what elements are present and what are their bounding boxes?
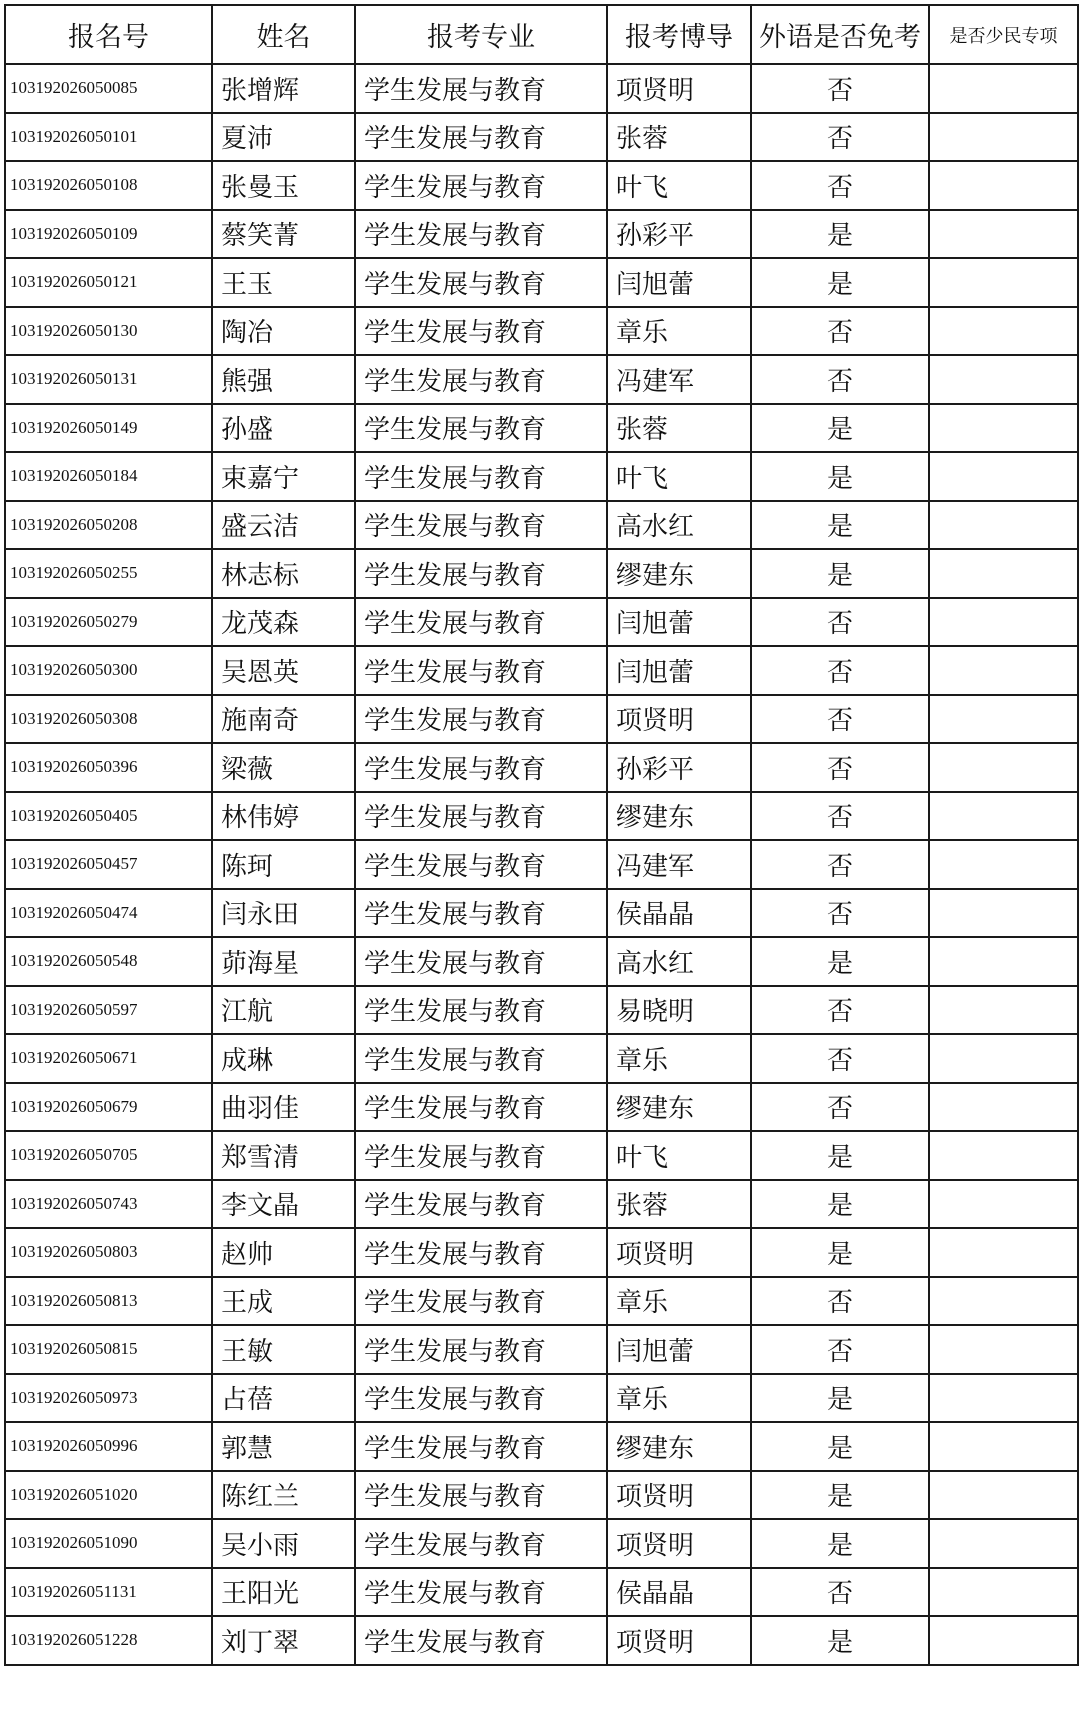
cell-application-number: 103192026050184 <box>5 452 212 501</box>
cell-advisor: 章乐 <box>607 1277 751 1326</box>
cell-minority-program <box>929 1422 1078 1471</box>
cell-minority-program <box>929 1034 1078 1083</box>
cell-advisor: 张蓉 <box>607 113 751 162</box>
cell-advisor: 高水红 <box>607 937 751 986</box>
cell-application-number: 103192026051090 <box>5 1519 212 1568</box>
cell-minority-program <box>929 307 1078 356</box>
cell-name: 林志标 <box>212 549 355 598</box>
cell-application-number: 103192026050996 <box>5 1422 212 1471</box>
table-row <box>5 598 1078 647</box>
cell-language-exempt: 否 <box>751 743 929 792</box>
cell-application-number: 103192026050396 <box>5 743 212 792</box>
cell-minority-program <box>929 1616 1078 1665</box>
cell-major: 学生发展与教育 <box>355 1277 607 1326</box>
table-row <box>5 1568 1078 1617</box>
cell-minority-program <box>929 549 1078 598</box>
cell-language-exempt: 是 <box>751 1374 929 1423</box>
cell-application-number: 103192026050679 <box>5 1083 212 1132</box>
cell-advisor: 缪建东 <box>607 1422 751 1471</box>
cell-advisor: 闫旭蕾 <box>607 598 751 647</box>
cell-name: 闫永田 <box>212 889 355 938</box>
table-row <box>5 1616 1078 1665</box>
table-row <box>5 113 1078 162</box>
table-row <box>5 258 1078 307</box>
cell-advisor: 项贤明 <box>607 64 751 113</box>
cell-name: 熊强 <box>212 355 355 404</box>
cell-minority-program <box>929 743 1078 792</box>
cell-advisor: 张蓉 <box>607 1180 751 1229</box>
cell-name: 张增辉 <box>212 64 355 113</box>
cell-minority-program <box>929 1083 1078 1132</box>
cell-advisor: 缪建东 <box>607 792 751 841</box>
cell-major: 学生发展与教育 <box>355 1519 607 1568</box>
table-row <box>5 210 1078 259</box>
cell-language-exempt: 是 <box>751 1131 929 1180</box>
cell-advisor: 冯建军 <box>607 840 751 889</box>
cell-name: 盛云洁 <box>212 501 355 550</box>
cell-advisor: 叶飞 <box>607 161 751 210</box>
cell-language-exempt: 是 <box>751 452 929 501</box>
cell-major: 学生发展与教育 <box>355 646 607 695</box>
cell-application-number: 103192026050457 <box>5 840 212 889</box>
cell-advisor: 项贤明 <box>607 1228 751 1277</box>
cell-major: 学生发展与教育 <box>355 355 607 404</box>
cell-minority-program <box>929 1228 1078 1277</box>
cell-advisor: 章乐 <box>607 307 751 356</box>
cell-minority-program <box>929 937 1078 986</box>
cell-advisor: 章乐 <box>607 1374 751 1423</box>
cell-language-exempt: 否 <box>751 1083 929 1132</box>
cell-minority-program <box>929 113 1078 162</box>
table-row <box>5 404 1078 453</box>
cell-name: 王敏 <box>212 1325 355 1374</box>
cell-language-exempt: 是 <box>751 1519 929 1568</box>
cell-language-exempt: 否 <box>751 695 929 744</box>
table-row <box>5 1083 1078 1132</box>
table-row <box>5 1422 1078 1471</box>
cell-advisor: 缪建东 <box>607 1083 751 1132</box>
cell-application-number: 103192026051020 <box>5 1471 212 1520</box>
table-row <box>5 1228 1078 1277</box>
cell-minority-program <box>929 889 1078 938</box>
cell-language-exempt: 是 <box>751 1616 929 1665</box>
cell-minority-program <box>929 1180 1078 1229</box>
cell-application-number: 103192026050803 <box>5 1228 212 1277</box>
cell-language-exempt: 否 <box>751 646 929 695</box>
cell-name: 张曼玉 <box>212 161 355 210</box>
cell-language-exempt: 是 <box>751 1228 929 1277</box>
cell-language-exempt: 否 <box>751 598 929 647</box>
cell-name: 梁薇 <box>212 743 355 792</box>
cell-name: 林伟婷 <box>212 792 355 841</box>
table-row <box>5 501 1078 550</box>
cell-language-exempt: 否 <box>751 307 929 356</box>
cell-advisor: 闫旭蕾 <box>607 1325 751 1374</box>
cell-name: 孙盛 <box>212 404 355 453</box>
header-exempt: 外语是否免考 <box>751 5 929 64</box>
cell-application-number: 103192026050300 <box>5 646 212 695</box>
cell-language-exempt: 是 <box>751 1180 929 1229</box>
cell-language-exempt: 否 <box>751 986 929 1035</box>
cell-application-number: 103192026050279 <box>5 598 212 647</box>
cell-name: 夏沛 <box>212 113 355 162</box>
cell-language-exempt: 是 <box>751 404 929 453</box>
cell-major: 学生发展与教育 <box>355 937 607 986</box>
applicant-table-sheet <box>4 4 1079 1666</box>
cell-minority-program <box>929 1131 1078 1180</box>
cell-advisor: 高水红 <box>607 501 751 550</box>
cell-language-exempt: 否 <box>751 113 929 162</box>
cell-language-exempt: 否 <box>751 792 929 841</box>
cell-name: 郑雪清 <box>212 1131 355 1180</box>
cell-language-exempt: 否 <box>751 1325 929 1374</box>
cell-major: 学生发展与教育 <box>355 113 607 162</box>
cell-name: 曲羽佳 <box>212 1083 355 1132</box>
cell-language-exempt: 否 <box>751 161 929 210</box>
cell-application-number: 103192026050108 <box>5 161 212 210</box>
header-id: 报名号 <box>5 5 212 64</box>
cell-application-number: 103192026050085 <box>5 64 212 113</box>
table-row <box>5 695 1078 744</box>
table-row <box>5 1131 1078 1180</box>
cell-language-exempt: 是 <box>751 1422 929 1471</box>
cell-advisor: 侯晶晶 <box>607 1568 751 1617</box>
cell-major: 学生发展与教育 <box>355 695 607 744</box>
cell-name: 王阳光 <box>212 1568 355 1617</box>
cell-major: 学生发展与教育 <box>355 792 607 841</box>
cell-application-number: 103192026050548 <box>5 937 212 986</box>
cell-language-exempt: 否 <box>751 889 929 938</box>
cell-minority-program <box>929 840 1078 889</box>
cell-minority-program <box>929 1277 1078 1326</box>
table-row <box>5 1180 1078 1229</box>
table-row <box>5 1519 1078 1568</box>
cell-advisor: 项贤明 <box>607 1616 751 1665</box>
cell-name: 陈珂 <box>212 840 355 889</box>
cell-name: 郭慧 <box>212 1422 355 1471</box>
cell-major: 学生发展与教育 <box>355 404 607 453</box>
cell-name: 束嘉宁 <box>212 452 355 501</box>
cell-language-exempt: 否 <box>751 1277 929 1326</box>
header-major: 报考专业 <box>355 5 607 64</box>
cell-major: 学生发展与教育 <box>355 161 607 210</box>
cell-name: 王玉 <box>212 258 355 307</box>
cell-minority-program <box>929 404 1078 453</box>
cell-major: 学生发展与教育 <box>355 1180 607 1229</box>
table-row <box>5 1325 1078 1374</box>
cell-name: 龙茂森 <box>212 598 355 647</box>
cell-advisor: 叶飞 <box>607 1131 751 1180</box>
table-row <box>5 646 1078 695</box>
cell-minority-program <box>929 1471 1078 1520</box>
cell-application-number: 103192026050308 <box>5 695 212 744</box>
cell-application-number: 103192026051228 <box>5 1616 212 1665</box>
cell-name: 李文晶 <box>212 1180 355 1229</box>
cell-name: 江航 <box>212 986 355 1035</box>
table-row <box>5 840 1078 889</box>
cell-advisor: 项贤明 <box>607 1471 751 1520</box>
cell-minority-program <box>929 986 1078 1035</box>
table-row <box>5 986 1078 1035</box>
table-row <box>5 792 1078 841</box>
applicant-table <box>4 4 1079 1666</box>
cell-language-exempt: 否 <box>751 64 929 113</box>
cell-advisor: 章乐 <box>607 1034 751 1083</box>
cell-application-number: 103192026050474 <box>5 889 212 938</box>
header-row <box>5 5 1078 64</box>
table-row <box>5 452 1078 501</box>
cell-name: 赵帅 <box>212 1228 355 1277</box>
cell-application-number: 103192026050131 <box>5 355 212 404</box>
table-row <box>5 355 1078 404</box>
cell-advisor: 缪建东 <box>607 549 751 598</box>
cell-minority-program <box>929 210 1078 259</box>
cell-language-exempt: 是 <box>751 210 929 259</box>
table-row <box>5 161 1078 210</box>
cell-major: 学生发展与教育 <box>355 840 607 889</box>
cell-application-number: 103192026050705 <box>5 1131 212 1180</box>
cell-minority-program <box>929 452 1078 501</box>
table-row <box>5 1471 1078 1520</box>
cell-name: 施南奇 <box>212 695 355 744</box>
cell-name: 陶冶 <box>212 307 355 356</box>
table-row <box>5 743 1078 792</box>
cell-application-number: 103192026050255 <box>5 549 212 598</box>
cell-major: 学生发展与教育 <box>355 986 607 1035</box>
cell-advisor: 张蓉 <box>607 404 751 453</box>
cell-name: 茆海星 <box>212 937 355 986</box>
cell-major: 学生发展与教育 <box>355 307 607 356</box>
cell-application-number: 103192026050101 <box>5 113 212 162</box>
cell-name: 陈红兰 <box>212 1471 355 1520</box>
cell-major: 学生发展与教育 <box>355 258 607 307</box>
header-advisor: 报考博导 <box>607 5 751 64</box>
cell-advisor: 侯晶晶 <box>607 889 751 938</box>
cell-application-number: 103192026050743 <box>5 1180 212 1229</box>
cell-major: 学生发展与教育 <box>355 1568 607 1617</box>
table-body <box>5 64 1078 1665</box>
cell-application-number: 103192026050671 <box>5 1034 212 1083</box>
cell-language-exempt: 是 <box>751 937 929 986</box>
header-name: 姓名 <box>212 5 355 64</box>
cell-major: 学生发展与教育 <box>355 1374 607 1423</box>
cell-advisor: 叶飞 <box>607 452 751 501</box>
table-row <box>5 549 1078 598</box>
cell-application-number: 103192026050109 <box>5 210 212 259</box>
cell-application-number: 103192026050597 <box>5 986 212 1035</box>
cell-minority-program <box>929 1325 1078 1374</box>
table-row <box>5 307 1078 356</box>
cell-language-exempt: 是 <box>751 1471 929 1520</box>
cell-minority-program <box>929 598 1078 647</box>
cell-language-exempt: 否 <box>751 355 929 404</box>
cell-major: 学生发展与教育 <box>355 1325 607 1374</box>
cell-advisor: 闫旭蕾 <box>607 646 751 695</box>
cell-major: 学生发展与教育 <box>355 1471 607 1520</box>
cell-name: 占蓓 <box>212 1374 355 1423</box>
cell-minority-program <box>929 1519 1078 1568</box>
cell-application-number: 103192026050405 <box>5 792 212 841</box>
cell-application-number: 103192026050149 <box>5 404 212 453</box>
cell-advisor: 项贤明 <box>607 1519 751 1568</box>
cell-major: 学生发展与教育 <box>355 210 607 259</box>
cell-name: 成琳 <box>212 1034 355 1083</box>
cell-major: 学生发展与教育 <box>355 1228 607 1277</box>
cell-minority-program <box>929 64 1078 113</box>
cell-advisor: 冯建军 <box>607 355 751 404</box>
cell-language-exempt: 是 <box>751 501 929 550</box>
cell-major: 学生发展与教育 <box>355 889 607 938</box>
cell-major: 学生发展与教育 <box>355 598 607 647</box>
table-row <box>5 1277 1078 1326</box>
cell-name: 吴小雨 <box>212 1519 355 1568</box>
cell-major: 学生发展与教育 <box>355 549 607 598</box>
cell-minority-program <box>929 695 1078 744</box>
cell-advisor: 孙彩平 <box>607 210 751 259</box>
cell-major: 学生发展与教育 <box>355 452 607 501</box>
cell-language-exempt: 否 <box>751 840 929 889</box>
cell-major: 学生发展与教育 <box>355 1422 607 1471</box>
cell-application-number: 103192026050815 <box>5 1325 212 1374</box>
cell-name: 吴恩英 <box>212 646 355 695</box>
cell-major: 学生发展与教育 <box>355 1616 607 1665</box>
cell-major: 学生发展与教育 <box>355 1034 607 1083</box>
cell-minority-program <box>929 501 1078 550</box>
cell-minority-program <box>929 646 1078 695</box>
cell-major: 学生发展与教育 <box>355 1083 607 1132</box>
cell-application-number: 103192026050130 <box>5 307 212 356</box>
cell-language-exempt: 否 <box>751 1034 929 1083</box>
cell-major: 学生发展与教育 <box>355 743 607 792</box>
table-row <box>5 64 1078 113</box>
header-minority: 是否少民专项 <box>929 5 1078 64</box>
cell-application-number: 103192026050121 <box>5 258 212 307</box>
cell-minority-program <box>929 792 1078 841</box>
cell-minority-program <box>929 161 1078 210</box>
cell-application-number: 103192026050813 <box>5 1277 212 1326</box>
cell-major: 学生发展与教育 <box>355 64 607 113</box>
cell-minority-program <box>929 258 1078 307</box>
cell-application-number: 103192026050208 <box>5 501 212 550</box>
cell-minority-program <box>929 1568 1078 1617</box>
cell-language-exempt: 否 <box>751 1568 929 1617</box>
cell-minority-program <box>929 1374 1078 1423</box>
cell-name: 蔡笑菁 <box>212 210 355 259</box>
cell-major: 学生发展与教育 <box>355 1131 607 1180</box>
cell-name: 王成 <box>212 1277 355 1326</box>
table-row <box>5 889 1078 938</box>
table-row <box>5 1034 1078 1083</box>
table-row <box>5 1374 1078 1423</box>
table-row <box>5 937 1078 986</box>
cell-language-exempt: 是 <box>751 258 929 307</box>
cell-language-exempt: 是 <box>751 549 929 598</box>
cell-name: 刘丁翠 <box>212 1616 355 1665</box>
cell-application-number: 103192026050973 <box>5 1374 212 1423</box>
cell-major: 学生发展与教育 <box>355 501 607 550</box>
cell-advisor: 项贤明 <box>607 695 751 744</box>
cell-advisor: 易晓明 <box>607 986 751 1035</box>
cell-application-number: 103192026051131 <box>5 1568 212 1617</box>
cell-advisor: 孙彩平 <box>607 743 751 792</box>
cell-advisor: 闫旭蕾 <box>607 258 751 307</box>
cell-minority-program <box>929 355 1078 404</box>
